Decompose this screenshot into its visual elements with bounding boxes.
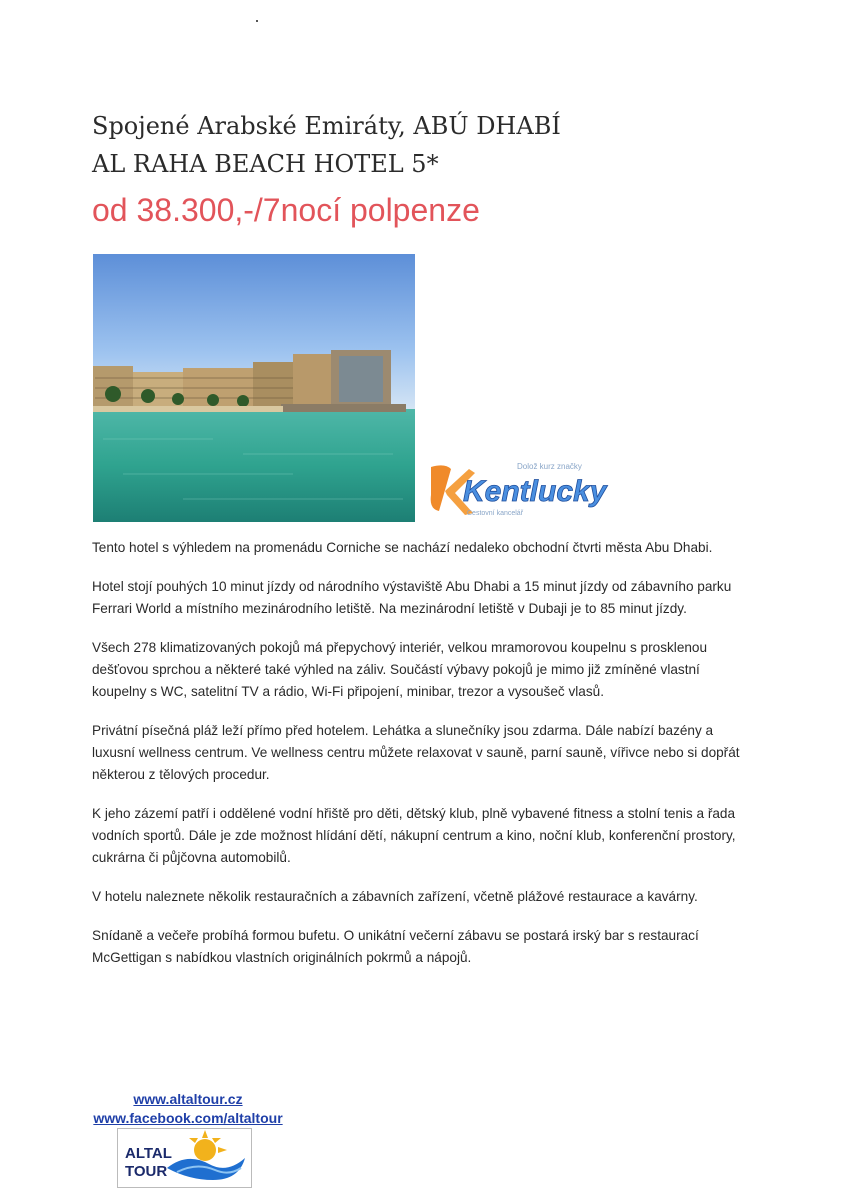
paragraph-location: Tento hotel s výhledem na promenádu Corniche se nachází nedaleko obchodní čtvrti města Abu Dhabi.: [92, 540, 713, 555]
kentlucky-logo: [425, 455, 625, 525]
svg-text:ALTAL: ALTAL: [125, 1145, 172, 1162]
website-link[interactable]: www.altaltour.cz: [133, 1091, 243, 1107]
paragraph-rooms: Všech 278 klimatizovaných pokojů má přepychový interiér, velkou mramorovou koupelnu s prosklenou dešťovou sprchou a některé také výhled na záliv. Součástí výbavy pokojů je mimo již zmíněné vlastní koupelny s WC, satelitní TV a rádio, Wi-Fi připojení, minibar, trezor a vysoušeč vlasů.: [92, 640, 708, 699]
paragraph-restaurants: V hotelu naleznete několik restauračních a zábavních zařízení, včetně plážové restaurace a kavárny.: [92, 889, 698, 904]
svg-text:Kentlucky: Kentlucky: [463, 475, 607, 508]
price-heading: od 38.300,-/7nocí polpenze: [92, 192, 480, 228]
hotel-photo: [93, 254, 415, 522]
scan-speck: [256, 20, 258, 22]
hotel-name: AL RAHA BEACH HOTEL 5*: [92, 150, 439, 178]
altaltour-logo: [117, 1128, 252, 1188]
paragraph-distances: Hotel stojí pouhých 10 minut jízdy od národního výstaviště Abu Dhabi a 15 minut jízdy od zábavního parku Ferrari World a místního mezinárodního letiště. Na mezinárodní letiště v Dubaji je to 85 minut jízdy.: [92, 579, 732, 616]
svg-text:TOUR: TOUR: [125, 1163, 168, 1180]
paragraph-facilities: K jeho zázemí patří i oddělené vodní hřiště pro děti, dětský klub, plně vybavené fitness a stolní tenis a řada vodních sportů. Dále je zde možnost hlídání dětí, nákupní centrum a kino, noční klub, konferenční prostory, cukrárna či půjčovna automobilů.: [92, 806, 736, 865]
hotel-description: [92, 537, 742, 986]
destination-title: Spojené Arabské Emiráty, ABÚ DHABÍ: [92, 112, 561, 140]
facebook-link[interactable]: www.facebook.com/altaltour: [93, 1110, 283, 1126]
paragraph-beach: Privátní písečná pláž leží přímo před hotelem. Lehátka a slunečníky jsou zdarma. Dále nabízí bazény a luxusní wellness centrum. Ve wellness centru můžete relaxovat v sauně, parní sauně, vířivce nebo si dopřát některou z tělových procedur.: [92, 723, 740, 782]
svg-text:Cestovní kancelář: Cestovní kancelář: [467, 510, 524, 517]
svg-text:Dolož kurz značky: Dolož kurz značky: [517, 462, 582, 471]
paragraph-meals: Snídaně a večeře probíhá formou bufetu. O unikátní večerní zábavu se postará irský bar s restaurací McGettigan s nabídkou vlastních originálních pokrmů a nápojů.: [92, 928, 699, 965]
contact-links: [88, 1090, 288, 1128]
